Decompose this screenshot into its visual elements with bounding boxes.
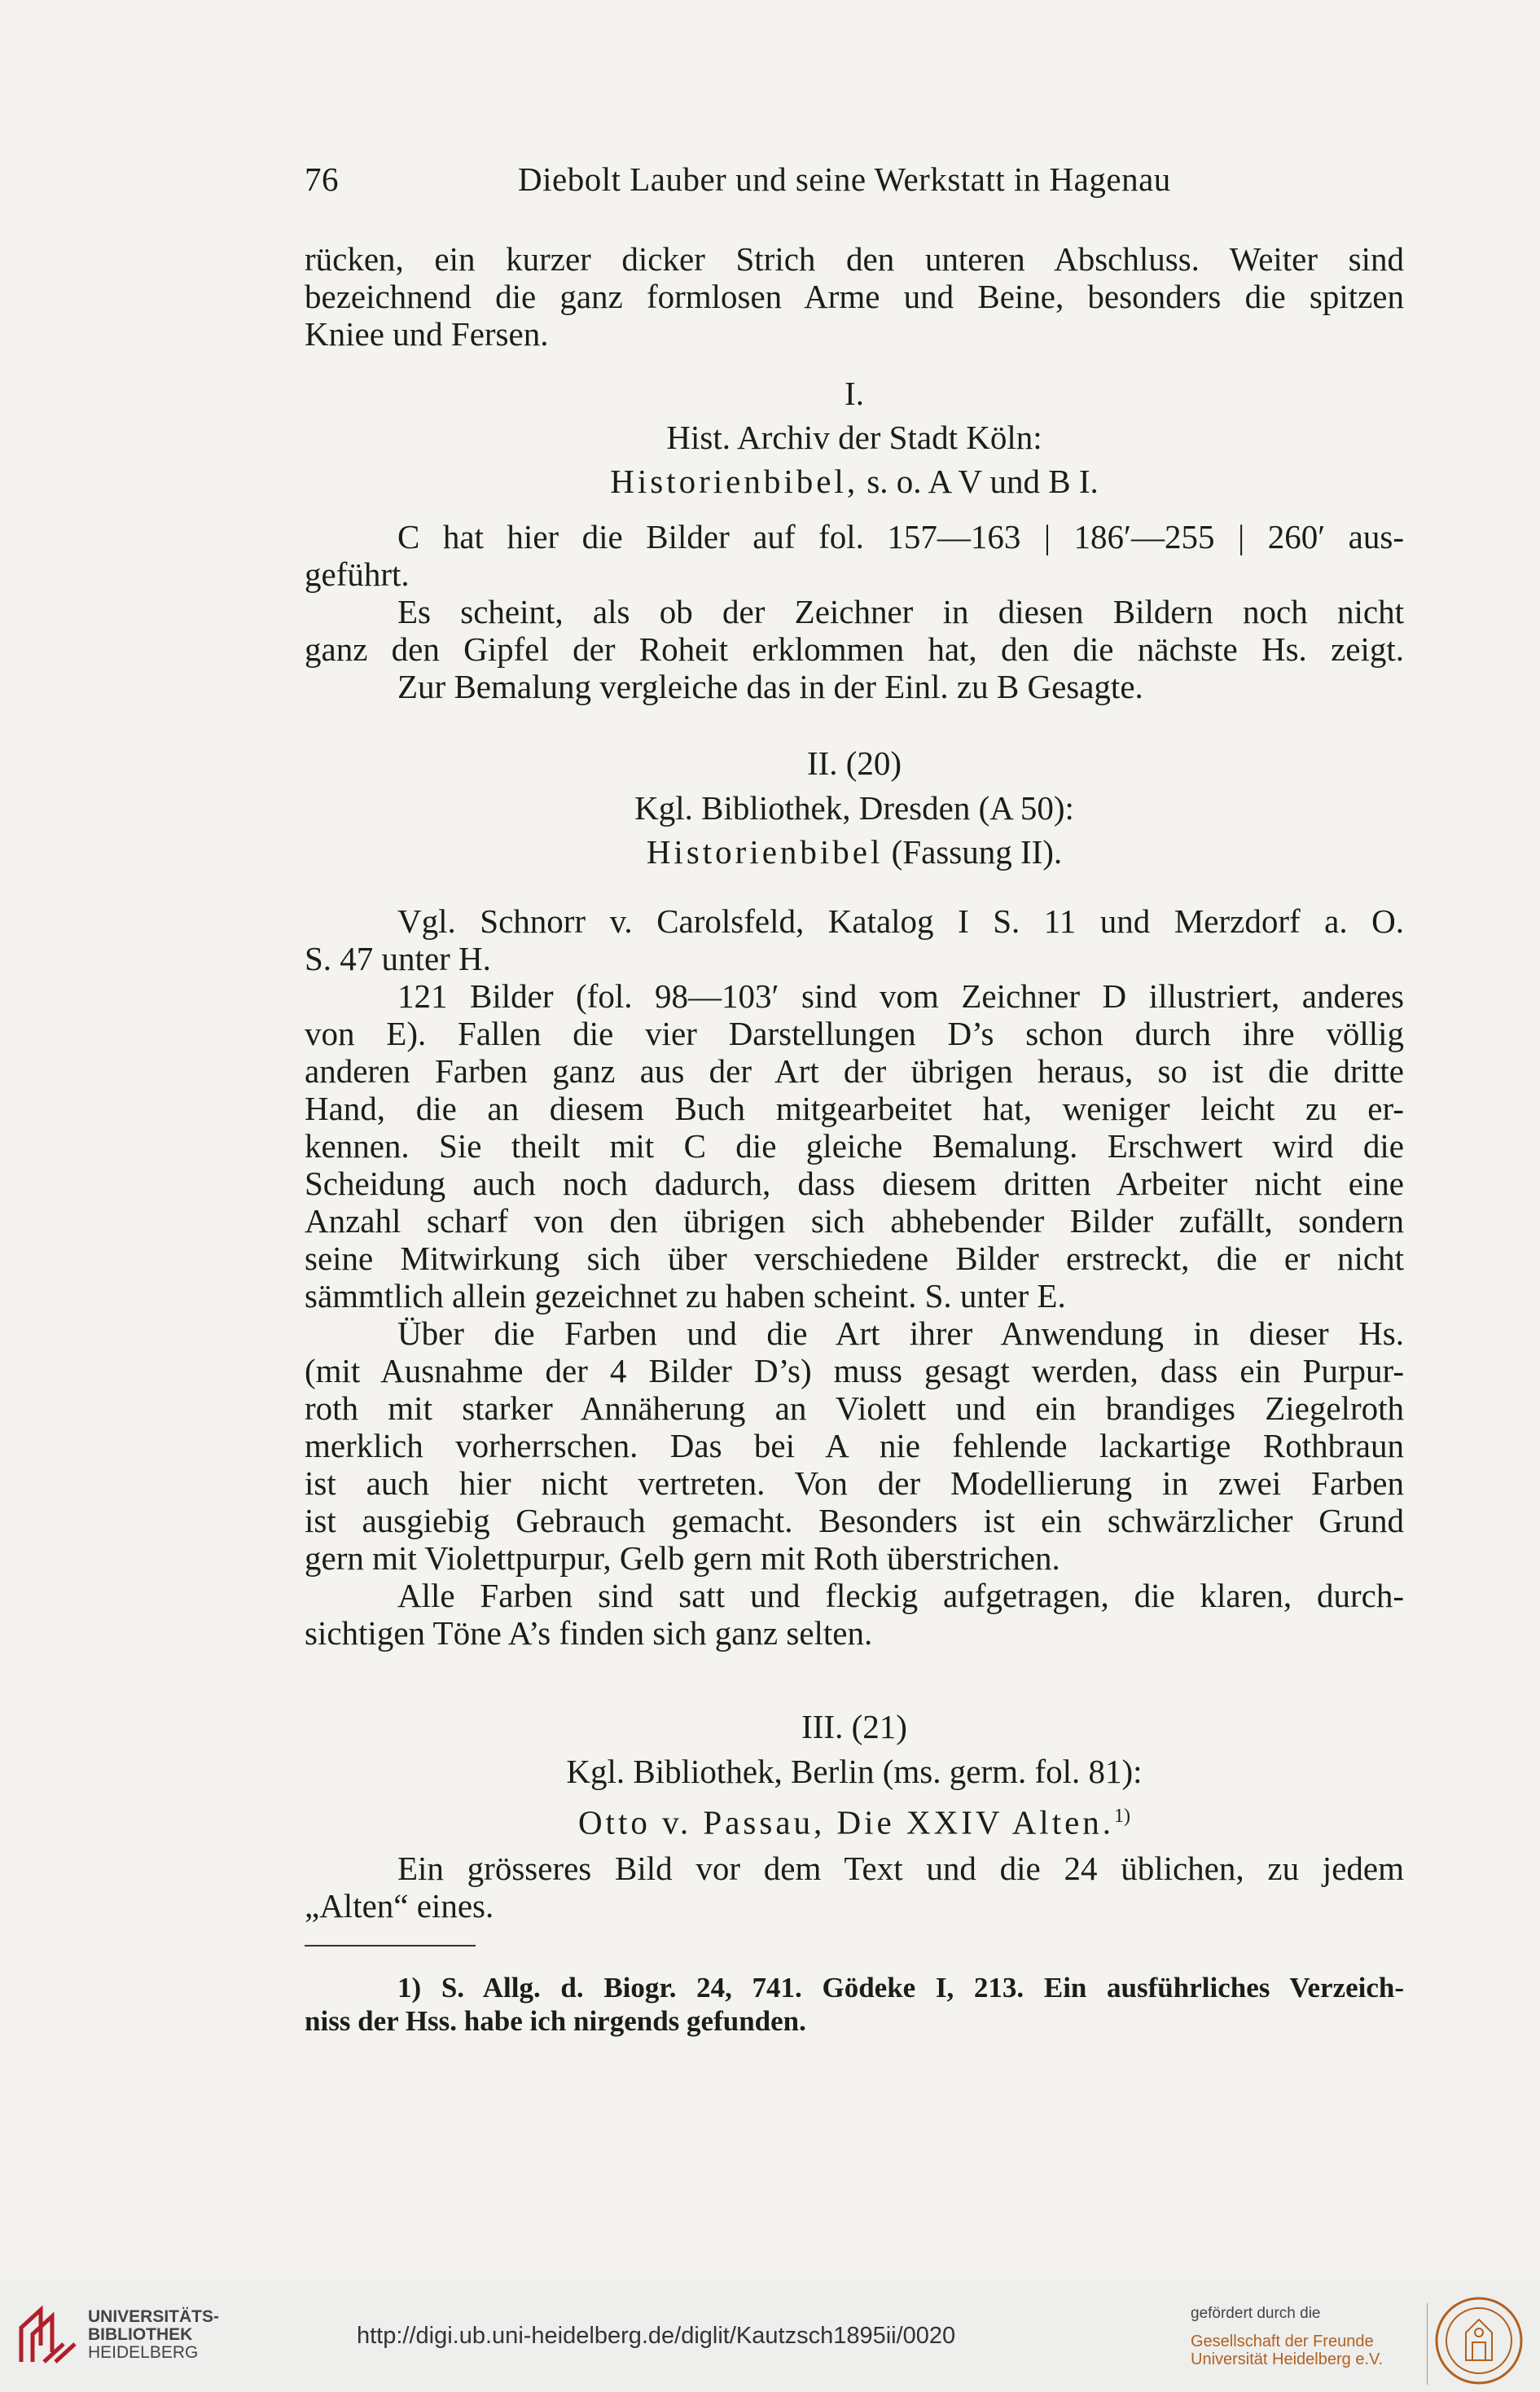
section-2-line-16: ist auch hier nicht vertreten. Von der Modellierung in zwei Farben — [305, 1464, 1404, 1502]
section-1-p1-line-1: C hat hier die Bilder auf fol. 157—163 | 186′—255 | 260′ aus- — [397, 518, 1404, 555]
library-logo-icon — [16, 2305, 80, 2368]
section-1-p2-line-3: Zur Bemalung vergleiche das in der Einl. zu B Gesagte. — [397, 668, 1143, 705]
section-2-line-9: Anzahl scharf von den übrigen sich abhebender Bilder zufällt, sondern — [305, 1202, 1404, 1240]
section-2-line-8: Scheidung auch noch dadurch, dass diesem dritten Arbeiter nicht eine — [305, 1165, 1404, 1202]
funded-by-label: gefördert durch die — [1191, 2305, 1321, 2322]
intro-line-1: rücken, ein kurzer dicker Strich den unteren Abschluss. Weiter sind — [305, 240, 1404, 278]
section-2-line-7: kennen. Sie theilt mit C die gleiche Bemalung. Erschwert wird die — [305, 1127, 1404, 1165]
page-number: 76 — [305, 160, 339, 198]
footer-divider — [1427, 2303, 1428, 2385]
section-2-ref: (Fassung II). — [883, 833, 1063, 871]
digitization-footer — [0, 2280, 1540, 2392]
section-2-line-20: sichtigen Töne A’s finden sich ganz selten. — [305, 1614, 873, 1652]
section-1-p1-line-2: geführt. — [305, 555, 410, 593]
footnote-marker: 1) — [1114, 1806, 1131, 1827]
permalink-url[interactable]: http://digi.ub.uni-heidelberg.de/diglit/Kautzsch1895ii/0020 — [357, 2323, 956, 2349]
section-2-heading: Kgl. Bibliothek, Dresden (A 50): — [634, 789, 1074, 827]
section-3-numeral: III. (21) — [801, 1708, 907, 1745]
section-1-ref: s. o. A V und B I. — [858, 463, 1099, 500]
section-2-line-1: Vgl. Schnorr v. Carolsfeld, Katalog I S. 11 und Merzdorf a. O. — [397, 902, 1404, 940]
section-2-line-18: gern mit Violettpurpur, Gelb gern mit Roth überstrichen. — [305, 1539, 1060, 1577]
section-2-line-19: Alle Farben sind satt und fleckig aufgetragen, die klaren, durch- — [397, 1577, 1404, 1614]
section-1-p2-line-2: ganz den Gipfel der Roheit erklommen hat, den die nächste Hs. zeigt. — [305, 630, 1404, 668]
society-name-line-1: Gesellschaft der Freunde — [1191, 2333, 1374, 2350]
intro-line-3: Kniee und Fersen. — [305, 315, 549, 353]
section-3-heading: Kgl. Bibliothek, Berlin (ms. germ. fol. 81): — [566, 1753, 1143, 1790]
library-name — [88, 2308, 219, 2362]
section-1-numeral: I. — [845, 375, 864, 412]
section-2-line-12: Über die Farben und die Art ihrer Anwendung in dieser Hs. — [397, 1315, 1404, 1352]
library-name-line-1: UNIVERSITÄTS- — [88, 2307, 220, 2326]
section-2-line-6: Hand, die an diesem Buch mitgearbeitet hat, weniger leicht zu er- — [305, 1090, 1404, 1127]
section-2-line-2: S. 47 unter H. — [305, 940, 491, 977]
section-2-line-14: roth mit starker Annäherung an Violett und ein brandiges Ziegelroth — [305, 1389, 1404, 1427]
section-1-subheading — [305, 462, 1404, 501]
section-3-p1-line-1: Ein grösseres Bild vor dem Text und die 24 üblichen, zu jedem — [397, 1850, 1404, 1887]
footnote-line-1: 1) S. Allg. d. Biogr. 24, 741. Gödeke I, 213. Ein ausführliches Verzeich- — [397, 1972, 1404, 2004]
page-header — [305, 160, 1404, 208]
running-title: Diebolt Lauber und seine Werkstatt in Hagenau — [518, 160, 1171, 198]
section-1-p2-line-1: Es scheint, als ob der Zeichner in diesen Bildern noch nicht — [397, 593, 1404, 630]
section-2-title: Historienbibel — [646, 833, 884, 871]
intro-line-2: bezeichnend die ganz formlosen Arme und Beine, besonders die spitzen — [305, 278, 1404, 315]
section-2-line-3: 121 Bilder (fol. 98—103′ sind vom Zeichner D illustriert, anderes — [397, 977, 1404, 1015]
section-1-heading: Hist. Archiv der Stadt Köln: — [666, 419, 1042, 456]
section-2-subheading — [305, 832, 1404, 871]
footnote-rule — [305, 1945, 476, 1947]
footnote-line-2: niss der Hss. habe ich nirgends gefunden. — [305, 2005, 806, 2037]
society-name-line-2: Universität Heidelberg e.V. — [1191, 2350, 1384, 2368]
section-2-line-15: merklich vorherrschen. Das bei A nie fehlende lackartige Rothbraun — [305, 1427, 1404, 1464]
section-2-line-11: sämmtlich allein gezeichnet zu haben scheint. S. unter E. — [305, 1277, 1066, 1315]
section-2-line-5: anderen Farben ganz aus der Art der übrigen heraus, so ist die dritte — [305, 1052, 1404, 1090]
section-3-title: Otto v. Passau, Die XXIV Alten. — [577, 1803, 1115, 1841]
section-2-line-4: von E). Fallen die vier Darstellungen D’s schon durch ihre völlig — [305, 1015, 1404, 1052]
section-1-title: Historienbibel, — [610, 463, 859, 500]
section-2-line-13: (mit Ausnahme der 4 Bilder D’s) muss gesagt werden, dass ein Purpur- — [305, 1352, 1404, 1389]
society-name — [1191, 2333, 1383, 2368]
section-2-line-17: ist ausgiebig Gebrauch gemacht. Besonders ist ein schwärzlicher Grund — [305, 1502, 1404, 1539]
section-2-numeral: II. (20) — [806, 744, 902, 782]
university-seal-icon — [1433, 2295, 1525, 2386]
library-name-line-2: BIBLIOTHEK — [88, 2325, 193, 2344]
section-3-subheading — [305, 1797, 1404, 1842]
section-3-p1-line-2: „Alten“ eines. — [305, 1887, 494, 1925]
library-name-line-3: HEIDELBERG — [88, 2343, 199, 2362]
section-2-line-10: seine Mitwirkung sich über verschiedene Bilder erstreckt, die er nicht — [305, 1240, 1404, 1277]
